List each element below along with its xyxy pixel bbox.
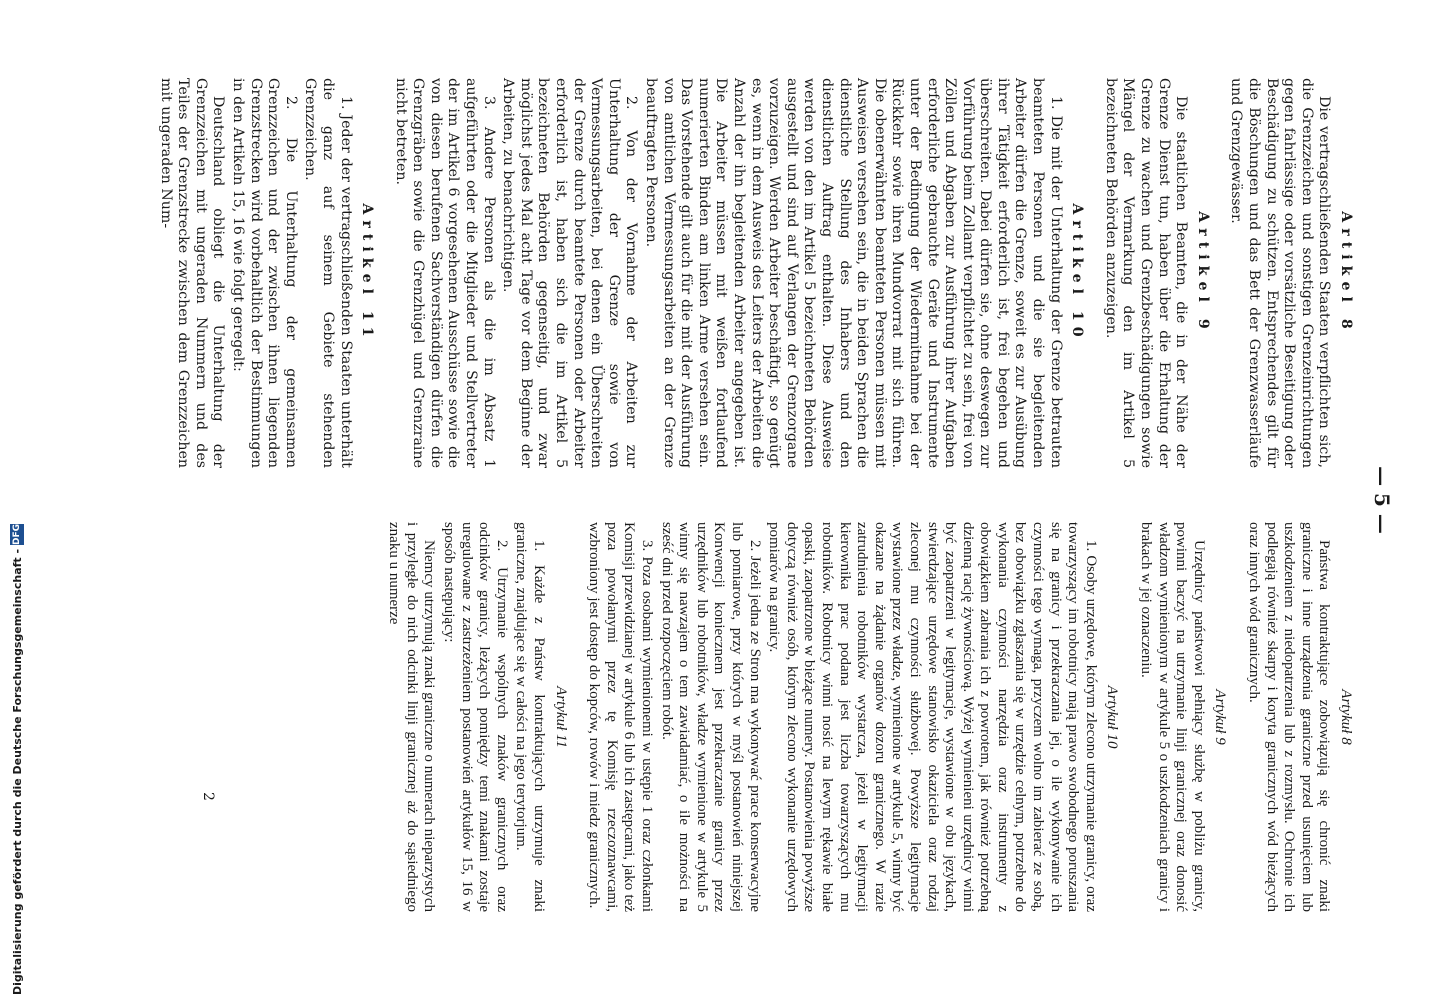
pl-art8-p1: Państwa kontraktujące zobowiązują się chronić znaki graniczne i inne urządzenia graniczne przed usunięciem lub uszkodzeniem z niedopatrzenia lub z rozmysłu. Ochronie ich podlegają również skarpy i koryta granicznych wód bieżących oraz innych wód granicznych. [1246,522,1333,912]
de-art11-title: Artikel 11 [359,203,376,343]
footer-text: Digitalisierung gefördert durch die Deutsche Forschungsgemeinschaft - [10,548,24,995]
de-art8-p1: Die vertragschließenden Staaten verpflichten sich, die Grenzzeichen und sonstigen Grenzeinrichtungen gegen fahrlässige oder vorsätzliche Beseitigung oder Beschädigung zu schützen. Entsprechendes gilt für die Böschungen und das Bett der Grenzwasserläufe und Grenzgewässer. [1228,78,1333,468]
pl-art10-p1: 1. Osoby urzędowe, którym zlecono utrzymanie granicy, oraz towarzyszący im robotnicy mają prawo swobodnego poruszania się na granicy i przekraczania jej, o ile wykonywanie ich czynności tego wymaga, przyczem wolno im zabierać ze sobą, bez obowiązku zgłaszania się w urzędzie celnym, potrzebne do wykonania czynności narzędzia oraz instrumenty z obowiązkiem zabrania ich z powrotem, jak również potrzebną dzienną rację żywnościową. Wyżej wymienieni urzędnicy winni być zaopatrzeni w legitymacje, wystawione w obu językach, stwierdzające urzędowe stanowisko okaziciela oraz rodzaj zleconej mu czynności służbowej. Powyższe legitymacje wystawione przez władze, wymienione w artykule 5, winny być okazane na żądanie organów dozoru granicznego. W razie zatrudnienia robotników wystarcza, jeżeli w legitymacji kierownika prac podana jest liczba towarzyszących mu robotników. Robotnicy winni nosić na lewym rękawie białe opaski, zaopatrzone w bieżące numery. Postanowienia powyższe dotyczą również osób, którym zlecono wykonanie urzędowych pomiarów na granicy. [766,522,1099,912]
digitization-footer [6,523,28,995]
pl-art8-title: Artykuł 8 [1338,689,1354,745]
dfg-logo-icon: DFG [12,523,22,545]
de-art8-title: Artikel 8 [1338,211,1354,335]
polish-column [383,522,1356,912]
signature-mark: 2 [200,792,216,801]
de-art10-p1: 1. Die mit der Unterhaltung der Grenze betrauten beamteten Personen und die sie begleitenden Arbeiter dürfen die Grenze, soweit es zur Ausübung ihrer Tätigkeit erforderlich ist, frei begehen und überschreiten. Dabei dürfen sie, ohne deswegen zur Vorführung beim Zollamt verpflichtet zu sein, frei von Zöllen und Abgaben zur Ausführung ihrer Aufgaben erforderliche gebrauchte Geräte und Instrumente unter der Bedingung der Wiedermitnahme bei der Rückkehr sowie ihren Mundvorrat mit sich führen. Die obenerwähnten beamteten Personen müssen mit Ausweisen versehen sein, die in beiden Sprachen die dienstliche Stellung des Inhabers und den dienstlichen Auftrag enthalten. Diese Ausweise werden von den im Artikel 5 bezeichneten Behörden ausgestellt und sind auf Verlangen der Grenzorgane vorzuzeigen. Werden Arbeiter beschäftigt, so genügt es, wenn in dem Ausweis des Leiters der Arbeiten die Anzahl der ihn begleitenden Arbeiter angegeben ist. Die Arbeiter müssen mit weißen fortlaufend numerierten Binden am linken Arme versehen sein. Das Vorstehende gilt auch für die mit der Ausführung von amtlichen Vermessungsarbeiten an der Grenze beauftragten Personen. [643,78,1064,468]
pl-art11-title: Artykuł 11 [552,686,569,748]
de-art11-p1: 1. Jeder der vertragschließenden Staaten unterhält die ganz auf seinem Gebiete stehenden Grenzzeichen. [302,78,354,468]
pl-art11-p1: 1. Każde z Państw kontraktujących utrzymuje znaki graniczne, znajdujące się w całości na jego terytorjum. [513,522,548,912]
german-column [154,78,1356,468]
pl-art10-p3: 3. Poza osobami wymienionemi w ustępie 1 oraz członkami Komisji przewidzianej w artykule 6 lub ich zastępcami, jako też poza powołanymi przez tę Komisję rzeczoznawcami, wzbroniony jest dostęp do kopców, rowów i miedz granicznych. [586,522,656,912]
pl-art9-p1: Urzędnicy państwowi pełniący służbę w pobliżu granicy, powinni baczyć na utrzymanie linji granicznej oraz donosić władzom wymienionym w artykule 5 o uszkodzeniach granicy i brakach w jej oznaczeniu. [1138,522,1207,912]
de-art9-p1: Die staatlichen Beamten, die in der Nähe der Grenze Dienst tun, haben über die Erhaltung der Grenze zu wachen und Grenzbeschädigungen sowie Mängel der Vermarkung den im Artikel 5 bezeichneten Behörden anzuzeigen. [1102,78,1190,468]
de-art10-title: Artikel 10 [1069,203,1086,343]
pl-art11-p3: Niemcy utrzymują znaki graniczne o numerach nieparzystych i przyległe do nich odcinki linji granicznej aż do sąsiedniego znaku u numerze [386,522,438,912]
pl-art10-p2: 2. Jeżeli jedna ze Stron ma wykonywać prace konserwacyjne lub pomiarowe, przy których w myśl postanowień niniejszej Konwencji koniecznem jest przekraczanie granicy przez urzędników lub robotników, władze wymienione w artykule 5 winny się nawzajem o tem zawiadamiać, o ile możności na sześć dni przed rozpoczęciem robót. [658,522,763,912]
de-art11-p3: Deutschland obliegt die Unterhaltung der Grenzzeichen mit ungeraden Nummern und des Teiles der Grenzstrecke zwischen dem Grenzzeichen mit ungeraden Num- [157,78,227,468]
de-art10-p3: 3. Andere Personen als die im Absatz 1 aufgeführten oder die Mitglieder und Stellvertreter der im Artikel 6 vorgesehenen Ausschüsse sowie die von diesen berufenen Sachverständigen dürfen die Grenzgräben sowie die Grenzhügel und Grenzraine nicht betreten. [392,78,497,468]
pl-art10-title: Artykuł 10 [1104,685,1121,749]
pl-art11-p2: 2. Utrzymanie wspólnych znaków granicznych oraz odcinków granicy, leżących pomiędzy temi znakami zostaje uregulowane z zastrzeżeniem postanowień artykułów 15, 16 w sposób następujący: [441,522,510,912]
pl-art9-title: Artykuł 9 [1212,689,1229,745]
page-number: — 5 — [1370,466,1394,534]
de-art10-p2: 2. Von der Vornahme der Arbeiten zur Unterhaltung der Grenze sowie von Vermessungsarbeiten, bei denen ein Überschreiten der Grenze durch beamtete Personen oder Arbeiter erforderlich ist, haben sich die im Artikel 5 bezeichneten Behörden gegenseitig, und zwar möglichst jedes Mal acht Tage vor dem Beginne der Arbeiten, zu benachrichtigen. [500,78,640,468]
de-art9-title: Artikel 9 [1194,211,1211,335]
de-art11-p2: 2. Die Unterhaltung der gemeinsamen Grenzzeichen und der zwischen ihnen liegenden Grenzstrecken wird vorbehaltlich der Bestimmungen in den Artikeln 15, 16 wie folgt geregelt: [229,78,299,468]
